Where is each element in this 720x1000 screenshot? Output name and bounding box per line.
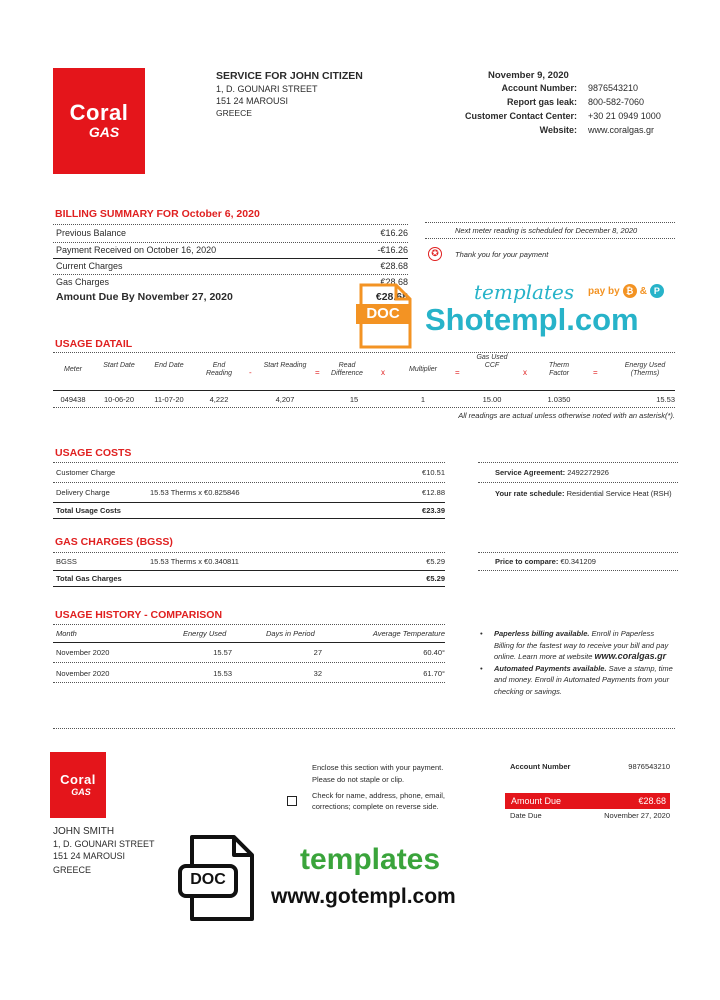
usage-history-title: USAGE HISTORY - COMPARISON <box>55 609 223 621</box>
cost-value: €12.88 <box>422 488 445 497</box>
stub-instructions <box>312 762 482 786</box>
stub-amount-due-label: Amount Due <box>511 796 562 806</box>
divider <box>53 570 445 571</box>
bullet-paperless <box>480 628 676 663</box>
hist-row2-energy: 15.53 <box>213 669 232 678</box>
coral-gas-logo <box>53 68 145 174</box>
cell-end-reading: 4,222 <box>209 395 229 404</box>
stub-address-line1: 1, D. GOUNARI STREET <box>53 839 155 849</box>
billing-row-previous <box>53 228 408 238</box>
operator-equals: = <box>593 368 598 377</box>
watermark-gotempl: www.gotempl.com <box>271 885 456 908</box>
stub-date-label: Date Due <box>510 811 542 820</box>
info-label: Customer Contact Center: <box>464 111 577 121</box>
paypal-icon: P <box>650 284 664 298</box>
hist-hdr-energy: Energy Used <box>183 629 227 638</box>
billing-row-value: €28.68 <box>380 277 408 287</box>
bullet-bold: Automated Payments available. <box>494 663 607 673</box>
billing-summary-table <box>53 224 408 312</box>
gas-charge-label: BGSS <box>56 557 77 566</box>
divider <box>53 407 675 408</box>
stub-amount-due-value: €28.68 <box>638 796 666 806</box>
logo-text-gas: GAS <box>88 124 120 140</box>
billing-row-current <box>53 261 408 271</box>
usage-history-table <box>53 624 445 684</box>
divider <box>53 682 445 683</box>
cell-multiplier: 1 <box>420 395 426 404</box>
service-address-block <box>216 70 416 118</box>
divider <box>53 258 408 259</box>
billing-row-gas <box>53 277 408 287</box>
billing-row-label: Previous Balance <box>56 228 127 238</box>
hist-row1-month: November 2020 <box>56 648 110 657</box>
cost-value: €10.51 <box>422 468 445 477</box>
corrections-text: Check for name, address, phone, email, corrections; complete on reverse side. <box>312 791 445 811</box>
star-icon: ✪ <box>428 247 442 261</box>
total-value: €23.39 <box>422 506 445 515</box>
divider <box>53 274 408 275</box>
bullet-bold: Paperless billing available. <box>494 629 590 638</box>
info-bullets <box>480 628 676 697</box>
watermark-templates-word: templates <box>300 843 441 876</box>
hist-row2-temp: 61.70° <box>423 669 445 678</box>
next-meter-note: Next meter reading is scheduled for December 8, 2020 <box>455 226 638 235</box>
price-to-compare <box>495 557 596 566</box>
doc-file-icon <box>358 282 413 350</box>
operator-equals: = <box>455 368 460 377</box>
hist-row2-days: 32 <box>313 669 322 678</box>
divider <box>53 390 675 391</box>
bgss-detail: 15.53 Therms x €0.340811 <box>150 557 239 566</box>
gas-charges-title: GAS CHARGES (BGSS) <box>55 536 173 548</box>
agreement-value: 2492272926 <box>567 468 609 477</box>
stub-account-label: Account Number <box>510 762 571 771</box>
usage-detail-table <box>53 352 675 427</box>
amount-due-label: Amount Due By November 27, 2020 <box>56 291 233 303</box>
gas-charge-row-bgss <box>53 557 445 566</box>
divider <box>53 352 675 353</box>
logo-text-gas: GAS <box>71 787 91 797</box>
bullet-autopay <box>480 663 676 698</box>
divider <box>53 624 445 625</box>
hist-hdr-days: Days in Period <box>266 629 315 638</box>
divider <box>53 502 445 503</box>
stub-address-line2: 151 24 MAROUSI <box>53 851 126 861</box>
enclose-text: Enclose this section with your payment. <box>312 763 444 772</box>
info-value: 800-582-7060 <box>588 97 645 107</box>
divider <box>478 462 678 463</box>
stub-date-due <box>510 811 670 820</box>
operator-equals: = <box>315 368 320 377</box>
bullet-text: Save a stamp, time and money. Enroll in Automated Payments from your checking or savings. <box>494 663 673 696</box>
info-label: Report gas leak: <box>506 97 577 107</box>
billing-row-value: -€16.26 <box>377 245 408 255</box>
divider <box>53 586 445 587</box>
hist-hdr-temp: Average Temperature <box>372 629 445 638</box>
cell-gas-used: 15.00 <box>482 395 502 404</box>
bullet-dot: • <box>480 663 483 673</box>
usage-costs-title: USAGE COSTS <box>55 447 132 459</box>
hist-row1-temp: 60.40° <box>423 648 445 657</box>
bottom-doc-file-icon <box>178 834 256 922</box>
divider <box>53 242 408 243</box>
divider <box>478 482 678 483</box>
rate-label: Your rate schedule: <box>495 489 565 498</box>
info-value: 9876543210 <box>588 83 639 93</box>
stub-date-value: November 27, 2020 <box>604 811 670 820</box>
no-staple-text: Please do not staple or clip. <box>312 775 405 784</box>
hist-hdr-month: Month <box>56 629 77 638</box>
cell-read-difference: 15 <box>349 395 359 404</box>
rate-schedule <box>495 488 678 499</box>
rate-value: Residential Service Heat (RSH) <box>566 489 672 498</box>
billing-row-amount-due <box>53 291 408 303</box>
divider <box>53 662 445 663</box>
hdr-start-date: Start Date <box>103 362 135 369</box>
total-label: Total Gas Charges <box>56 574 122 583</box>
divider <box>53 642 445 643</box>
divider <box>425 238 675 239</box>
billing-row-label: Payment Received on October 16, 2020 <box>56 245 217 255</box>
watermark-templates-script: templates <box>474 280 575 304</box>
gas-charge-value: €5.29 <box>426 557 445 566</box>
hdr-end-date: End Date <box>154 362 184 369</box>
logo-text-coral: Coral <box>60 772 96 787</box>
hdr-gas-used: Gas Used CCF <box>476 354 508 369</box>
service-agreement <box>495 468 678 477</box>
hdr-energy-used: Energy Used (Therms) <box>624 362 666 377</box>
operator-minus: - <box>249 368 252 377</box>
compare-label: Price to compare: <box>495 557 559 566</box>
hist-row1-energy: 15.57 <box>213 648 232 657</box>
divider <box>53 224 408 225</box>
bitcoin-icon: ₿ <box>623 284 637 298</box>
hist-row2-month: November 2020 <box>56 669 110 678</box>
thank-you-note: Thank you for your payment <box>455 250 549 259</box>
amount-due-value: €28.68 <box>375 291 408 303</box>
hdr-multiplier: Multiplier <box>408 366 437 373</box>
watermark-pay-by <box>588 284 664 298</box>
cell-start-date: 10-06-20 <box>103 395 135 404</box>
corrections-checkbox[interactable] <box>287 796 297 806</box>
cell-end-date: 11-07-20 <box>154 395 184 404</box>
stub-coral-gas-logo <box>50 752 106 818</box>
hdr-end-reading: End Reading <box>205 362 233 377</box>
billing-summary-title: BILLING SUMMARY FOR October 6, 2020 <box>55 208 260 220</box>
cost-label: Customer Charge <box>56 468 116 477</box>
bottom-doc-label: DOC <box>190 871 226 888</box>
watermark-shotempl: Shotempl.com <box>425 302 639 337</box>
operator-times: x <box>381 368 385 377</box>
stub-name: JOHN SMITH <box>53 826 115 837</box>
agreement-label: Service Agreement: <box>495 468 566 477</box>
tear-off-line <box>53 728 675 729</box>
info-label: Account Number: <box>501 83 577 93</box>
bill-date: November 9, 2020 <box>488 70 569 81</box>
compare-value: €0.341209 <box>560 557 596 566</box>
usage-detail-title: USAGE DATAIL <box>55 338 133 350</box>
total-value: €5.29 <box>426 574 445 583</box>
usage-costs-table <box>53 462 445 518</box>
info-value: +30 21 0949 1000 <box>588 111 661 121</box>
hdr-start-reading: Start Reading <box>263 362 307 369</box>
hdr-therm-factor: Therm Factor <box>548 362 570 377</box>
billing-row-label: Current Charges <box>56 261 123 271</box>
service-title: SERVICE FOR JOHN CITIZEN <box>216 70 363 82</box>
cost-label: Delivery Charge <box>56 488 110 497</box>
pay-by-text: pay by <box>588 285 620 297</box>
divider <box>53 482 445 483</box>
usage-cost-row-customer <box>53 468 445 477</box>
billing-row-value: €16.26 <box>380 228 408 238</box>
divider <box>53 462 445 463</box>
hist-row1-days: 27 <box>313 648 322 657</box>
bullet-dot: • <box>480 629 483 638</box>
billing-row-value: €28.68 <box>380 261 408 271</box>
service-address-line1: 1, D. GOUNARI STREET <box>216 84 318 94</box>
total-label: Total Usage Costs <box>56 506 121 515</box>
service-country: GREECE <box>216 108 252 118</box>
cell-therm-factor: 1.0350 <box>547 395 571 404</box>
hdr-read-difference: Read Difference <box>331 362 363 377</box>
usage-cost-total <box>53 506 445 515</box>
operator-times: x <box>523 368 527 377</box>
cell-start-reading: 4,207 <box>275 395 295 404</box>
logo-text-coral: Coral <box>69 100 129 125</box>
service-address-line2: 151 24 MAROUSI <box>216 96 289 106</box>
divider <box>425 222 675 223</box>
usage-cost-row-delivery <box>53 488 445 497</box>
doc-label: DOC <box>356 304 410 324</box>
stub-account-number <box>510 762 670 771</box>
readings-footnote: All readings are actual unless otherwise noted with an asterisk(*). <box>458 411 675 420</box>
hdr-meter: Meter <box>64 366 82 373</box>
divider <box>478 552 678 553</box>
info-label: Website: <box>539 125 577 135</box>
bullet-link[interactable]: www.coralgas.gr <box>594 651 667 661</box>
divider <box>53 552 445 553</box>
stub-amount-due-box <box>505 793 670 809</box>
billing-row-payment <box>53 245 408 255</box>
gas-charges-total <box>53 574 445 583</box>
stub-country: GREECE <box>53 865 92 875</box>
bullet-text: Enroll in Paperless Billing for the fastest way to receive your bill and pay online. Learn more at website <box>494 629 669 661</box>
divider <box>53 518 445 519</box>
divider <box>478 570 678 571</box>
cell-meter: 049438 <box>60 395 86 404</box>
amp-text: & <box>639 285 647 297</box>
delivery-detail: 15.53 Therms x €0.825846 <box>150 488 240 497</box>
gas-charges-table <box>53 552 445 586</box>
stub-account-value: 9876543210 <box>628 762 670 771</box>
cell-energy-used: 15.53 <box>656 395 675 404</box>
billing-row-label: Gas Charges <box>56 277 110 287</box>
info-value[interactable]: www.coralgas.gr <box>588 125 655 135</box>
